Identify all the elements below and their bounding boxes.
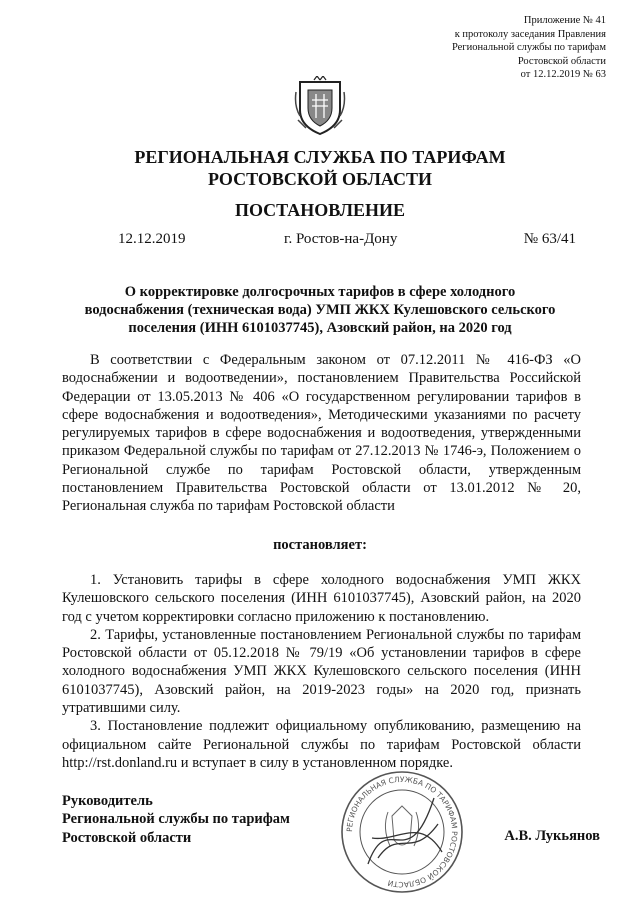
document-number: № 63/41: [523, 231, 576, 247]
document-type: ПОСТАНОВЛЕНИЕ: [234, 200, 406, 220]
appendix-line: Ростовской области: [517, 55, 606, 67]
organization-line: РОСТОВСКОЙ ОБЛАСТИ: [208, 169, 432, 189]
resolution-item: 3. Постановление подлежит официальному опубликованию, размещению на официальном сайте Региональной службы по тарифам Ростовской области http://rst.donland.ru и вступает в силу в установленном порядке.: [62, 718, 581, 771]
signatory-title-line: Региональной службы по тарифам: [62, 811, 290, 828]
appendix-line: Приложение № 41: [523, 15, 606, 26]
preamble: [62, 351, 581, 516]
appendix-note: [452, 14, 606, 82]
seal-text: РЕГИОНАЛЬНАЯ СЛУЖБА ПО ТАРИФАМ РОСТОВСКОЙ ОБЛАСТИ: [344, 774, 460, 890]
organization-line: РЕГИОНАЛЬНАЯ СЛУЖБА ПО ТАРИФАМ: [134, 147, 506, 167]
signatory-title-line: Руководитель: [62, 793, 153, 809]
subject-line: поселения (ИНН 6101037745), Азовский район, на 2020 год: [128, 320, 512, 336]
official-seal-icon: [338, 768, 466, 896]
document-city: г. Ростов-на-Дону: [284, 231, 398, 247]
svg-text:РЕГИОНАЛЬНАЯ СЛУЖБА ПО ТАРИФАМ: [345, 775, 459, 889]
appendix-line: от 12.12.2019 № 63: [520, 69, 606, 80]
signatory-name: А.В. Лукьянов: [504, 828, 600, 844]
resolution-item: 1. Установить тарифы в сфере холодного водоснабжения УМП ЖКХ Кулешовского сельского поселения (ИНН 6101037745), Азовский район, на 2020 год с учетом корректировки согласно приложению к постановлению.: [62, 572, 581, 625]
resolution-item: 2. Тарифы, установленные постановлением Региональной службы по тарифам Ростовской области от 05.12.2018 № 79/19 «Об установлении тарифов в сфере холодного водоснабжения УМП ЖКХ Кулешовского сельского поселения (ИНН 6101037745), Азовский район, на 2019-2023 годы» на 2020 год, признать утратившими силу.: [62, 626, 581, 717]
subject-line: О корректировке долгосрочных тарифов в сфере холодного: [124, 284, 516, 300]
preamble-paragraph: В соответствии с Федеральным законом от 07.12.2011 № 416-ФЗ «О водоснабжении и водоотведении», постановлением Правительства Российской Федерации от 13.05.2013 № 406 «О государственном регулировании тарифов в сфере водоснабжения и водоотведения», Методическими указаниями по расчету регулируемых тарифов в сфере водоснабжения и водоотведения, утвержденными приказом Федеральной службы по тарифам от 27.12.2013 № 1746-э, Положением о Региональной службе по тарифам Ростовской области, утвержденным постановлением Правительства Ростовской области от 13.01.2012 № 20, Региональная служба по тарифам Ростовской области: [62, 352, 581, 515]
organization-name: [0, 146, 640, 190]
signatory-title: [62, 792, 290, 847]
document-subject: [60, 283, 580, 337]
subject-line: водоснабжения (техническая вода) УМП ЖКХ Кулешовского сельского: [84, 302, 556, 318]
appendix-line: к протоколу заседания Правления: [454, 28, 606, 40]
resolve-heading: постановляет:: [273, 537, 367, 553]
resolution-items: [62, 571, 581, 772]
coat-of-arms-icon: [294, 76, 346, 138]
signatory-title-line: Ростовской области: [62, 829, 192, 846]
appendix-line: Региональной службы по тарифам: [451, 42, 606, 53]
document-date: 12.12.2019: [118, 231, 186, 247]
